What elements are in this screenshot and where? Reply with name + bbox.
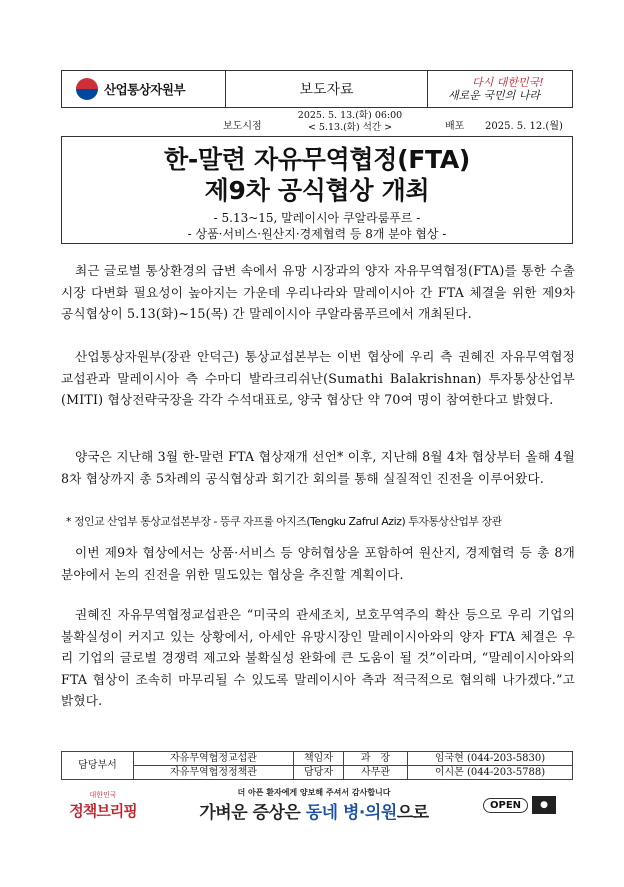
slogan	[428, 71, 572, 107]
table-row	[62, 766, 573, 780]
subtitle-1: - 5.13~15, 말레이시아 쿠알라룸푸르 -	[213, 211, 421, 225]
title-box	[61, 136, 573, 244]
campaign-post: 으로	[396, 803, 429, 823]
distribution-label: 배포	[445, 121, 465, 132]
paragraph-3: 양국은 지난해 3월 한-말련 FTA 협상재개 선언* 이후, 지난해 8월 4차 협상부터 올해 4월 8차 협상까지 총 5차례의 공식협상과 회기간 회의를 통해 실질적인 진전을 이루어왔다.	[61, 449, 575, 486]
embargo-label: 보도시점	[223, 121, 262, 132]
person-1: 임국현 (044-203-5830)	[408, 752, 573, 766]
person-2: 이시몬 (044-203-5788)	[408, 766, 573, 780]
title-2: 사무관	[344, 766, 408, 780]
embargo-time	[286, 110, 414, 134]
campaign-main	[145, 798, 483, 823]
open-label: OPEN	[483, 798, 528, 813]
role-2-label: 담당자	[294, 766, 344, 780]
slogan-line1: 다시 대한민국!	[472, 76, 544, 89]
slogan-line2: 새로운 국민의 나라	[448, 89, 541, 102]
doc-type: 보도자료	[226, 71, 428, 107]
embargo-time-line2: < 5.13.(화) 석간 >	[307, 122, 393, 133]
campaign-pre: 가벼운 증상은	[199, 803, 306, 823]
dept-1: 자유무역협정교섭관	[134, 752, 294, 766]
distribution-date: 2025. 5. 12.(월)	[485, 121, 563, 132]
table-row	[62, 752, 573, 766]
embargo-time-line1: 2025. 5. 13.(화) 06:00	[297, 110, 403, 121]
dept-2: 자유무역협정정책관	[134, 766, 294, 780]
paragraph-5: 권혜진 자유무역협정교섭관은 “미국의 관세조치, 보호무역주의 확산 등으로 우리 기업의 불확실성이 커지고 있는 상황에서, 아세안 유망시장인 말레이시아와의 양자 FTA 체결은 우리 기업의 글로벌 경쟁력 제고와 불확실성 완화에 큰 도움이 될 것”이라며, “말레이시아와의 FTA 협상이 조속히 마무리될 수 있도록 말레이시아 측과 적극적으로 협의해 나가겠다.”고 밝혔다.	[61, 607, 575, 709]
open-license-badge	[483, 796, 573, 814]
ministry-name: 산업통상자원부	[104, 82, 186, 97]
brief-big: 정책브리핑	[69, 801, 137, 820]
subtitle-2: - 상품·서비스·원산지·경제협력 등 8개 분야 협상 -	[187, 227, 447, 241]
footnote: * 정인교 산업부 통상교섭본부장 - 뜽쿠 자프룰 아지즈(Tengku Zafrul Aziz) 투자통상산업부 장관	[66, 515, 502, 528]
role-1-label: 책임자	[294, 752, 344, 766]
campaign-message	[145, 787, 483, 823]
paragraph-4: 이번 제9차 협상에서는 상품·서비스 등 양허협상을 포함하여 원산지, 경제협력 등 총 8개 분야에서 논의 진전을 위한 밀도있는 협상을 추진할 계획이다.	[61, 545, 575, 582]
ministry-logo	[62, 71, 226, 107]
campaign-highlight: 동네 병·의원	[305, 803, 397, 823]
campaign-small: 더 아픈 환자에게 양보해 주셔서 감사합니다	[237, 788, 391, 797]
header-box	[61, 70, 573, 108]
license-icon: ●	[532, 796, 556, 814]
title-1: 과 장	[344, 752, 408, 766]
paragraph-2: 산업통상자원부(장관 안덕근) 통상교섭본부는 이번 협상에 우리 측 권혜진 자유무역협정교섭관과 말레이시아 측 수마디 발라크리쉬난(Sumathi Balakrishnan) 투자통상산업부(MITI) 협상전략국장을 각각 수석대표로, 양국 협상단 약 70여 명이 참여한다고 밝혔다.	[61, 349, 575, 408]
taegeuk-icon	[76, 78, 98, 100]
title-line2: 제9차 공식협상 개최	[204, 176, 430, 205]
title-line1: 한-말련 자유무역협정(FTA)	[163, 145, 471, 174]
release-meta	[61, 110, 573, 134]
footer-banner	[61, 779, 573, 831]
paragraph-1: 최근 글로벌 통상환경의 급변 속에서 유망 시장과의 양자 자유무역협정(FTA)를 통한 수출시장 다변화 필요성이 높아지는 가운데 우리나라와 말레이시아 간 FTA 체결을 위한 제9차 공식협상이 5.13(화)~15(목) 간 말레이시아 쿠알라룸푸르에서 개최된다.	[61, 263, 575, 322]
policy-briefing-logo	[61, 790, 145, 821]
contact-table	[61, 751, 573, 780]
brief-small: 대한민국	[89, 790, 117, 799]
dept-label: 담당부서	[62, 752, 134, 780]
